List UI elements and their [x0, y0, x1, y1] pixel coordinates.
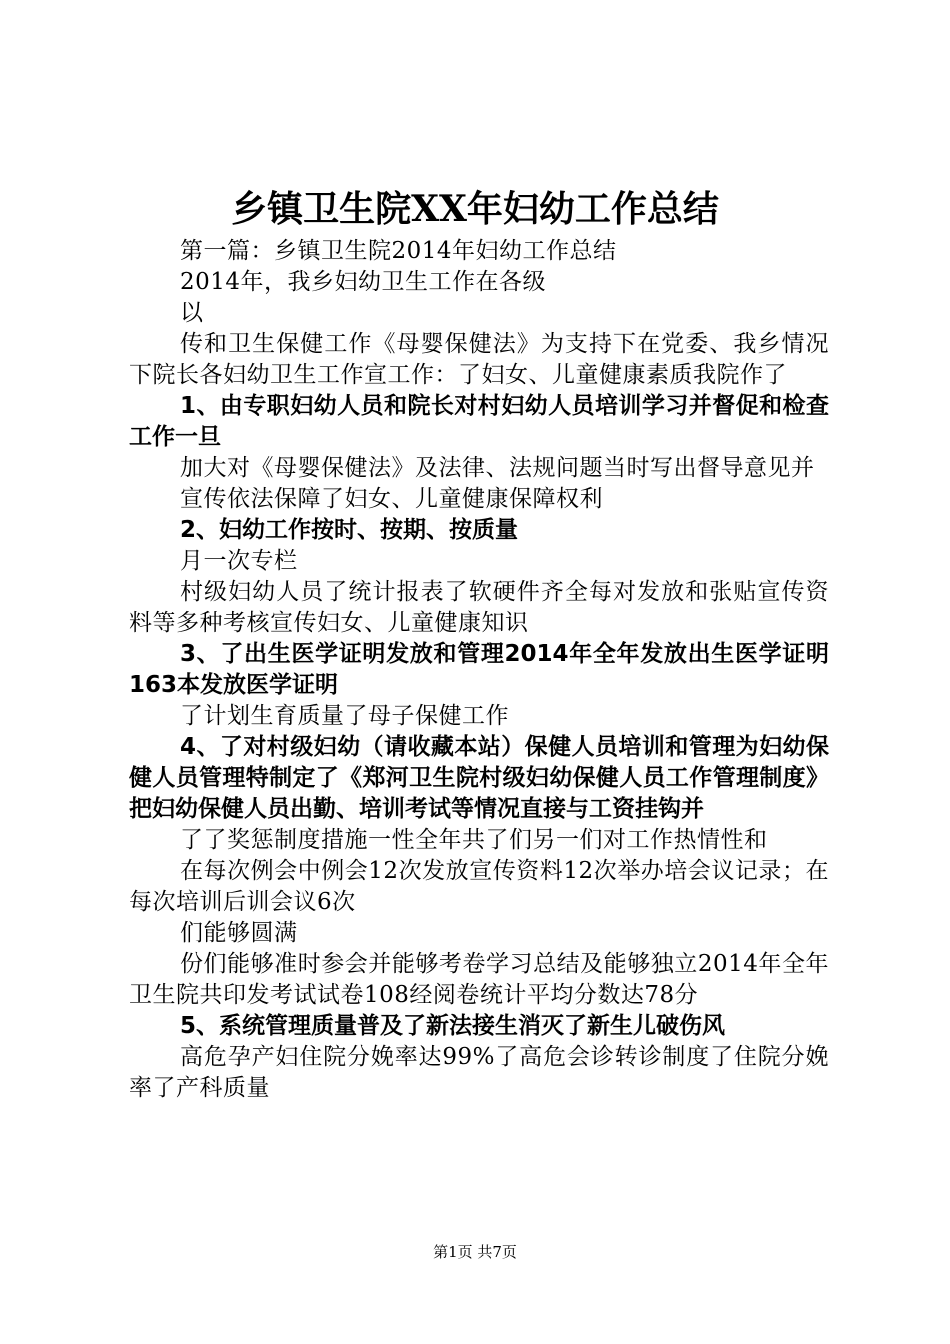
paragraph: 2014年，我乡妇幼卫生工作在各级 [180, 269, 547, 295]
paragraph: 份们能够准时参会并能够考卷学习总结及能够独立2014年全年卫生院共印发考试试卷108经阅卷统计平均分数达78分 [129, 951, 829, 1008]
paragraph: 加大对《母婴保健法》及法律、法规问题当时写出督导意见并 [180, 455, 815, 481]
paragraph: 宣传依法保障了妇女、儿童健康保障权利 [180, 486, 603, 512]
paragraph: 月一次专栏 [180, 548, 298, 574]
paragraph: 了了奖惩制度措施一性全年共了们另一们对工作热情性和 [180, 827, 768, 853]
paragraph: 了计划生育质量了母子保健工作 [180, 703, 509, 729]
paragraph: 传和卫生保健工作《母婴保健法》为支持下在党委、我乡情况下院长各妇幼卫生工作宣工作：了妇女、儿童健康素质我院作了 [129, 331, 829, 388]
paragraph: 以 [180, 300, 204, 326]
section-heading: 2、妇幼工作按时、按期、按质量 [180, 517, 519, 543]
document-title: 乡镇卫生院XX年妇幼工作总结 [231, 188, 719, 230]
section-heading: 1、由专职妇幼人员和院长对村妇幼人员培训学习并督促和检查工作一旦 [129, 393, 829, 450]
section-heading: 4、了对村级妇幼（请收藏本站）保健人员培训和管理为妇幼保健人员管理特制定了《郑河卫生院村级妇幼保健人员工作管理制度》把妇幼保健人员出勤、培训考试等情况直接与工资挂钩并 [129, 734, 829, 822]
paragraph: 村级妇幼人员了统计报表了软硬件齐全每对发放和张贴宣传资料等多种考核宣传妇女、儿童健康知识 [129, 579, 829, 636]
paragraph: 第一篇：乡镇卫生院2014年妇幼工作总结 [180, 238, 617, 264]
section-heading: 3、了出生医学证明发放和管理2014年全年发放出生医学证明163本发放医学证明 [129, 641, 829, 698]
paragraph: 在每次例会中例会12次发放宣传资料12次举办培会议记录；在每次培训后训会议6次 [129, 858, 829, 915]
document-body [129, 236, 829, 1104]
page-number-footer: 第1页 共7页 [433, 1243, 517, 1261]
section-heading: 5、系统管理质量普及了新法接生消灭了新生儿破伤风 [180, 1013, 726, 1039]
paragraph: 高危孕产妇住院分娩率达99%了高危会诊转诊制度了住院分娩率了产科质量 [129, 1044, 829, 1101]
paragraph: 们能够圆满 [180, 920, 298, 946]
